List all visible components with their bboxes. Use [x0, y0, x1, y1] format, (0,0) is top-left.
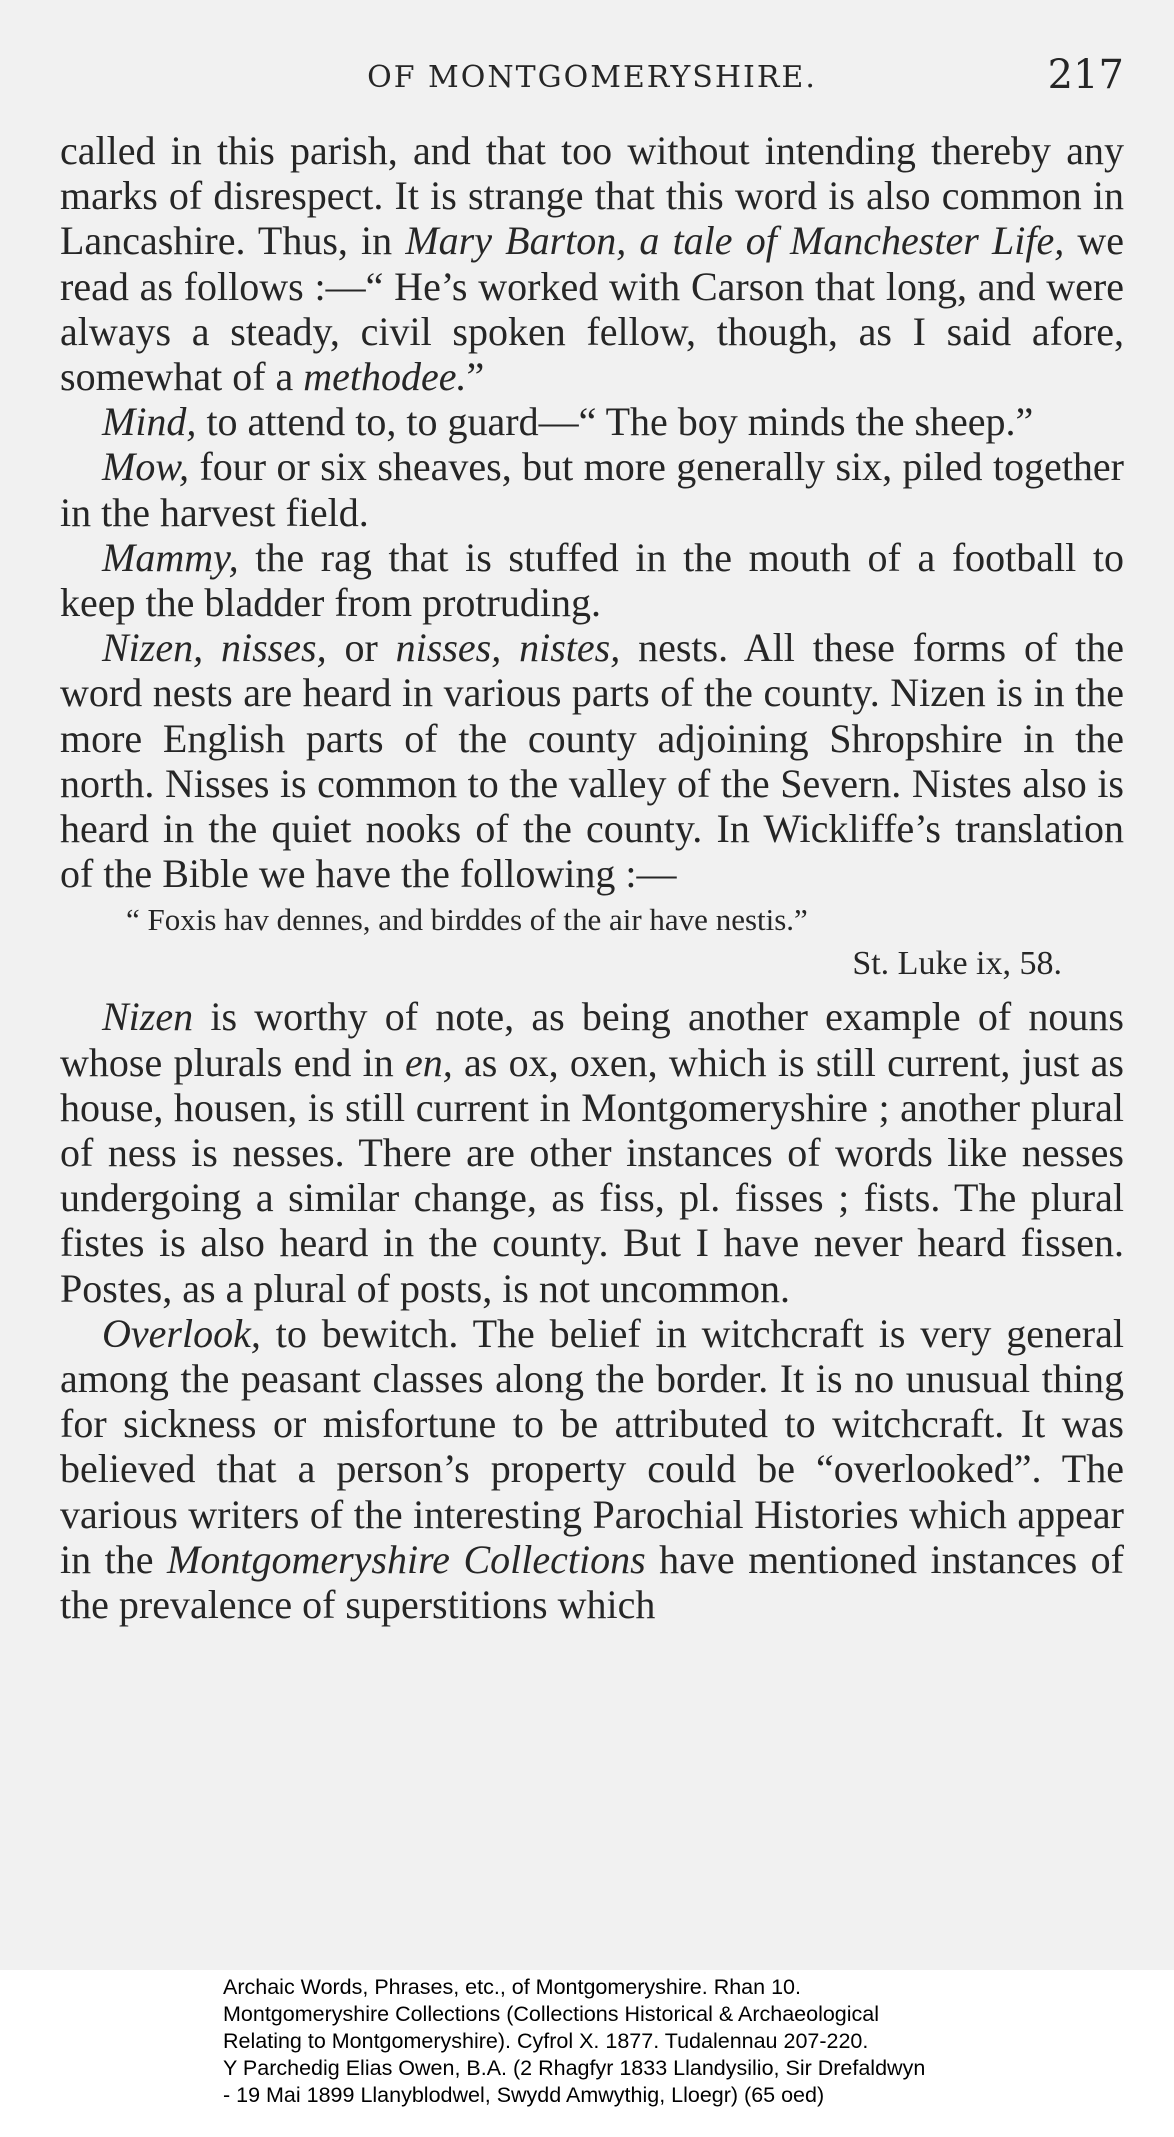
entry-definition: to attend to, to guard—“ The boy minds the sheep.” [196, 399, 1034, 445]
running-head: OF MONTGOMERYSHIRE. [367, 60, 817, 95]
entry-mind [60, 399, 1124, 444]
book-title: Mary Barton, a tale of Manchester Life, [405, 218, 1065, 264]
caption-line: Relating to Montgomeryshire). Cyfrol X. 1877. Tudalennau 207-220. [223, 2029, 869, 2053]
entry-mow [60, 444, 1124, 534]
entry-term-variant: nisses, [221, 625, 327, 671]
quoted-word: methodee. [303, 354, 467, 400]
entry-term: Nizen, [102, 625, 204, 671]
caption-line: Archaic Words, Phrases, etc., of Montgomeryshire. Rhan 10. [223, 1975, 801, 1999]
entry-term-variant: nisses, [395, 625, 502, 671]
caption-line: Montgomeryshire Collections (Collections Historical & Archaeological [223, 2002, 880, 2026]
entry-nizen: Nizen, nisses, or nisses, nistes, nests. All these forms of the word nests are heard in various parts of the county. Nizen is in the more English parts of the county adjoining Shropshire in the north. Nisses is common to the valley of the Severn. Nistes also is heard in the quiet nooks of the county. In Wickliffe’s translation of the Bible we have the following :— [60, 625, 1125, 897]
suffix-term: en, [404, 1039, 453, 1085]
entry-definition: nests. All these forms of the word nests are heard in various parts of the county. Nizen is in the more English parts of the county adjoining Shropshire in the north. Nisses is common to the valley of the Severn. Nistes also is heard in the quiet nooks of the county. In Wickliffe’s translation of the Bible we have the following :— [60, 625, 1125, 897]
bible-citation: St. Luke ix, 58. [852, 945, 1062, 983]
source-caption [223, 1974, 1163, 2109]
paragraph-continuation: called in this parish, and that too without intending thereby any marks of disrespect. It is strange that this word is also common in Lancashire. Thus, in Mary Barton, a tale of Manchester Life, we read as follows :—“ He’s worked with Carson that long, and were always a steady, civil spoken fellow, though, as I said afore, somewhat of a methodee.” [60, 128, 1125, 400]
entry-term: Mind, [102, 399, 197, 445]
entry-overlook: Overlook, to bewitch. The belief in witchcraft is very general among the peasant classes along the border. It is no unusual thing for sickness or misfortune to be attributed to witchcraft. It was believed that a person’s property could be “overlooked”. The various writers of the interesting Parochial Histories which appear in the Montgomeryshire Collections have mentioned instances of the prevalence of superstitions which [60, 1310, 1125, 1628]
body-text [60, 128, 1124, 1627]
caption-line: - 19 Mai 1899 Llanyblodwel, Swydd Amwythig, Lloegr) (65 oed) [223, 2083, 825, 2107]
entry-term: Mammy, [102, 534, 239, 580]
entry-term-variant: nistes, [519, 625, 621, 671]
entry-definition: the rag that is stuffed in the mouth of a football to keep the bladder from protruding. [60, 534, 1124, 626]
caption-line: Y Parchedig Elias Owen, B.A. (2 Rhagfyr 1833 Llandysilio, Sir Drefaldwyn [223, 2056, 926, 2080]
bible-quote: “ Foxis hav dennes, and birddes of the air have nestis.” [126, 902, 808, 938]
entry-mammy [60, 535, 1124, 625]
page-number: 217 [1047, 52, 1124, 98]
paragraph-nizen-note: Nizen is worthy of note, as being another example of nouns whose plurals end in en, as ox, oxen, which is still current, just as house, housen, is still current in Montgomeryshire ; another plural of ness is nesses. There are other instances of words like nesses undergoing a similar change, as fiss, pl. fisses ; fists. The plural fistes is also heard in the county. But I have never heard fissen. Postes, as a plural of posts, is not uncommon. [60, 994, 1124, 1311]
publication-title: Montgomeryshire Collections [167, 1536, 646, 1582]
page-header [60, 52, 1124, 102]
entry-term: Overlook, [102, 1310, 261, 1356]
entry-term: Nizen [102, 994, 194, 1040]
entry-term: Mow, [102, 444, 190, 490]
entry-definition: four or six sheaves, but more generally six, piled together in the harvest field. [60, 444, 1124, 535]
